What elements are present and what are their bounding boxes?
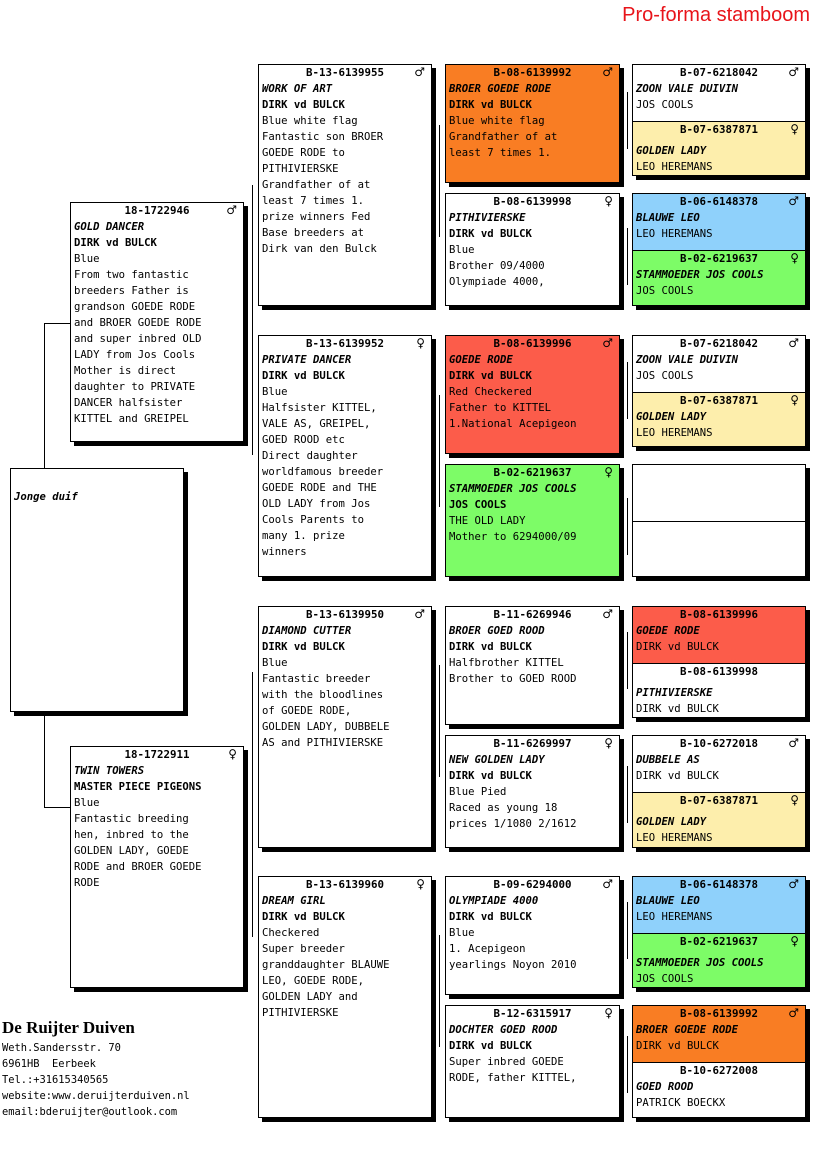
ancestor-sire xyxy=(633,65,805,121)
ancestor-pair-card xyxy=(632,876,806,988)
owner-name: LEO HEREMANS xyxy=(636,228,713,240)
ring-number: B-13-6139955 ♂ xyxy=(305,65,425,79)
info-line: GOEDE RODE and THE xyxy=(262,482,377,494)
connector-line xyxy=(627,362,628,419)
info-line: Grandfather of at xyxy=(449,131,558,143)
connector-line xyxy=(439,665,440,777)
info-line: Blue xyxy=(74,797,100,809)
male-icon: ♂ xyxy=(226,203,237,217)
ancestor-pair-card xyxy=(632,335,806,447)
breeder-website: website:www.deruijterduiven.nl xyxy=(2,1090,190,1102)
owner-name: DIRK vd BULCK xyxy=(262,641,345,653)
breeder-info xyxy=(2,1016,190,1120)
ring-number: B-07-6218042 ♂ xyxy=(679,65,799,79)
great-grandparent-card xyxy=(445,335,620,454)
great-grandparent-card xyxy=(445,64,620,183)
owner-name: LEO HEREMANS xyxy=(636,911,713,923)
page-title: Pro-forma stamboom xyxy=(622,4,810,26)
connector-line xyxy=(627,902,628,959)
male-icon: ♂ xyxy=(602,336,613,350)
ring-number: B-11-6269946 ♂ xyxy=(493,607,613,621)
ring-number: B-08-6139998 ♀ xyxy=(493,194,613,208)
female-icon: ♀ xyxy=(604,194,613,208)
info-line: Halfsister KITTEL, xyxy=(262,402,377,414)
connector-line xyxy=(44,807,71,808)
info-line: Olympiade 4000, xyxy=(449,276,545,288)
ring-number: B-06-6148378 ♂ xyxy=(679,194,799,208)
pigeon-name: STAMMOEDER JOS COOLS xyxy=(449,483,577,495)
pigeon-name: STAMMOEDER JOS COOLS xyxy=(636,957,764,969)
owner-name: DIRK vd BULCK xyxy=(449,911,532,923)
owner-name: DIRK vd BULCK xyxy=(636,1040,719,1052)
great-grandparent-card xyxy=(445,735,620,848)
ring-number: B-08-6139996 ♂ xyxy=(493,336,613,350)
connector-line xyxy=(627,766,628,823)
male-icon: ♂ xyxy=(788,736,799,750)
ring-number: B-10-6272018 ♂ xyxy=(679,736,799,750)
info-line: daughter to PRIVATE xyxy=(74,381,196,393)
info-line: VALE AS, GREIPEL, xyxy=(262,418,371,430)
ancestor-pair-card xyxy=(632,193,806,306)
info-line: GOEDE RODE to xyxy=(262,147,345,159)
ancestor-dam xyxy=(633,250,805,306)
male-icon: ♂ xyxy=(602,607,613,621)
info-line: THE OLD LADY xyxy=(449,515,526,527)
connector-line xyxy=(439,395,440,507)
ring-number: B-02-6219637 ♀ xyxy=(679,251,799,265)
info-line: Blue xyxy=(262,386,288,398)
owner-name: DIRK vd BULCK xyxy=(636,641,719,653)
female-icon: ♀ xyxy=(416,336,425,350)
info-line: RODE, father KITTEL, xyxy=(449,1072,577,1084)
great-grandparent-card xyxy=(445,1005,620,1118)
info-line: AS and PITHIVIERSKE xyxy=(262,737,384,749)
info-line: yearlings Noyon 2010 xyxy=(449,959,577,971)
info-line: KITTEL and GREIPEL xyxy=(74,413,189,425)
owner-name: DIRK vd BULCK xyxy=(449,770,532,782)
subject-label: Jonge duif xyxy=(14,491,78,503)
ring-number: 18-1722911 ♀ xyxy=(124,747,237,761)
female-icon: ♀ xyxy=(228,747,237,761)
info-line: DANCER halfsister xyxy=(74,397,183,409)
ancestor-sire xyxy=(633,607,805,663)
info-line: LEO, GOEDE RODE, xyxy=(262,975,365,987)
ring-number: B-07-6218042 ♂ xyxy=(679,336,799,350)
grandparent-card xyxy=(258,876,432,1118)
owner-name: JOS COOLS xyxy=(636,973,694,985)
info-line: many 1. prize xyxy=(262,530,345,542)
pigeon-name: GOLDEN LADY xyxy=(636,145,707,157)
info-line: Super inbred GOEDE xyxy=(449,1056,564,1068)
ring-number: B-07-6387871 ♀ xyxy=(679,393,799,407)
owner-name: LEO HEREMANS xyxy=(636,427,713,439)
ancestor-sire xyxy=(633,877,805,933)
info-line: Direct daughter xyxy=(262,450,358,462)
info-line: winners xyxy=(262,546,307,558)
pigeon-name: BROER GOED ROOD xyxy=(449,625,545,637)
pigeon-name: DIAMOND CUTTER xyxy=(262,625,352,637)
pigeon-name: ZOON VALE DUIVIN xyxy=(636,354,739,366)
info-line: Mother to 6294000/09 xyxy=(449,531,577,543)
ancestor-dam xyxy=(633,521,805,577)
ancestor-pair-card xyxy=(632,735,806,848)
pigeon-name: DOCHTER GOED ROOD xyxy=(449,1024,558,1036)
info-line: RODE xyxy=(74,877,100,889)
ring-number: B-02-6219637 ♀ xyxy=(493,465,613,479)
ancestor-pair-card xyxy=(632,606,806,718)
grandparent-card xyxy=(258,335,432,577)
info-line: From two fantastic xyxy=(74,269,189,281)
info-line: Blue xyxy=(262,657,288,669)
breeder-name: De Ruijter Duiven xyxy=(2,1018,135,1037)
connector-line xyxy=(252,185,253,325)
ancestor-dam xyxy=(633,121,805,176)
owner-name: JOS COOLS xyxy=(636,370,694,382)
pigeon-name: NEW GOLDEN LADY xyxy=(449,754,545,766)
info-line: Super breeder xyxy=(262,943,345,955)
info-line: PITHIVIERSKE xyxy=(262,1007,339,1019)
info-line: Father to KITTEL xyxy=(449,402,552,414)
ring-number: B-13-6139960 ♀ xyxy=(305,877,425,891)
info-line: prices 1/1080 2/1612 xyxy=(449,818,577,830)
connector-line xyxy=(44,323,45,468)
ancestor-sire xyxy=(633,465,805,521)
ring-number: B-11-6269997 ♀ xyxy=(493,736,613,750)
owner-name: DIRK vd BULCK xyxy=(262,370,345,382)
male-icon: ♂ xyxy=(602,65,613,79)
info-line: of GOEDE RODE, xyxy=(262,705,352,717)
owner-name: JOS COOLS xyxy=(449,499,507,511)
connector-line xyxy=(252,325,253,455)
owner-name: DIRK vd BULCK xyxy=(636,703,719,715)
info-line: Blue white flag xyxy=(449,115,545,127)
grandparent-card xyxy=(258,64,432,306)
connector-line xyxy=(252,672,253,807)
ancestor-sire xyxy=(633,194,805,250)
male-icon: ♂ xyxy=(414,65,425,79)
info-line: Fantastic breeder xyxy=(262,673,371,685)
pigeon-name: BROER GOEDE RODE xyxy=(449,83,552,95)
info-line: Mother is direct xyxy=(74,365,177,377)
connector-line xyxy=(44,323,71,324)
info-line: Blue xyxy=(74,253,100,265)
connector-line xyxy=(627,228,628,285)
owner-name: DIRK vd BULCK xyxy=(449,228,532,240)
ring-number xyxy=(636,465,802,481)
pigeon-name: GOLDEN LADY xyxy=(636,816,707,828)
pigeon-name: DUBBELE AS xyxy=(636,754,700,766)
info-line: Fantastic son BROER xyxy=(262,131,384,143)
ancestor-pair-card xyxy=(632,1005,806,1118)
connector-line xyxy=(44,712,45,807)
info-line: Blue xyxy=(449,927,475,939)
ancestor-dam xyxy=(633,663,805,718)
pigeon-name: PITHIVIERSKE xyxy=(636,687,713,699)
info-line: Fantastic breeding xyxy=(74,813,189,825)
connector-line xyxy=(627,92,628,149)
owner-name: DIRK vd BULCK xyxy=(449,370,532,382)
breeder-phone: Tel.:+31615340565 xyxy=(2,1074,109,1086)
owner-name: MASTER PIECE PIGEONS xyxy=(74,781,202,793)
male-icon: ♂ xyxy=(788,1006,799,1020)
info-line: Blue Pied xyxy=(449,786,507,798)
ancestor-dam xyxy=(633,792,805,848)
owner-name: LEO HEREMANS xyxy=(636,832,713,844)
info-line: GOLDEN LADY and xyxy=(262,991,358,1003)
info-line: least 7 times 1. xyxy=(449,147,552,159)
female-icon: ♀ xyxy=(790,934,799,948)
owner-name: DIRK vd BULCK xyxy=(449,1040,532,1052)
owner-name: PATRICK BOECKX xyxy=(636,1097,726,1109)
pigeon-name: BROER GOEDE RODE xyxy=(636,1024,739,1036)
info-line: GOLDEN LADY, GOEDE xyxy=(74,845,189,857)
info-line: Halfbrother KITTEL xyxy=(449,657,564,669)
info-line: RODE and BROER GOEDE xyxy=(74,861,202,873)
info-line: 1.National Acepigeon xyxy=(449,418,577,430)
ring-number: B-13-6139950 ♂ xyxy=(305,607,425,621)
info-line: OLD LADY from Jos xyxy=(262,498,371,510)
pigeon-name: BLAUWE LEO xyxy=(636,895,700,907)
pigeon-name: WORK OF ART xyxy=(262,83,333,95)
pigeon-name: GOLDEN LADY xyxy=(636,411,707,423)
great-grandparent-card xyxy=(445,606,620,725)
info-line: and super inbred OLD xyxy=(74,333,202,345)
info-line: worldfamous breeder xyxy=(262,466,384,478)
ring-number: B-02-6219637 ♀ xyxy=(679,934,799,948)
info-line: prize winners Fed xyxy=(262,211,371,223)
connector-line xyxy=(627,1036,628,1093)
ring-number: B-08-6139992 ♂ xyxy=(493,65,613,79)
info-line: breeders Father is xyxy=(74,285,189,297)
ring-number: B-08-6139996 xyxy=(679,608,758,621)
male-icon: ♂ xyxy=(788,336,799,350)
breeder-address: Weth.Sandersstr. 70 xyxy=(2,1042,121,1054)
info-line: Brother 09/4000 xyxy=(449,260,545,272)
female-icon: ♀ xyxy=(604,465,613,479)
info-line: Grandfather of at xyxy=(262,179,371,191)
grandparent-card xyxy=(258,606,432,848)
ancestor-pair-card xyxy=(632,464,806,577)
male-icon: ♂ xyxy=(788,194,799,208)
info-line: Cools Parents to xyxy=(262,514,365,526)
great-grandparent-card xyxy=(445,876,620,995)
info-line: LADY from Jos Cools xyxy=(74,349,196,361)
info-line: grandson GOEDE RODE xyxy=(74,301,196,313)
female-icon: ♀ xyxy=(790,122,799,136)
male-icon: ♂ xyxy=(602,877,613,891)
connector-line xyxy=(439,125,440,237)
info-line: GOED ROOD etc xyxy=(262,434,345,446)
owner-name: DIRK vd BULCK xyxy=(449,641,532,653)
connector-line xyxy=(439,935,440,1047)
owner-name: DIRK vd BULCK xyxy=(262,99,345,111)
female-icon: ♀ xyxy=(416,877,425,891)
connector-line xyxy=(252,807,253,937)
info-line: Raced as young 18 xyxy=(449,802,558,814)
info-line: GOLDEN LADY, DUBBELE xyxy=(262,721,390,733)
ancestor-dam xyxy=(633,1062,805,1118)
pigeon-name: PITHIVIERSKE xyxy=(449,212,526,224)
info-line: and BROER GOEDE RODE xyxy=(74,317,202,329)
info-line: hen, inbred to the xyxy=(74,829,189,841)
info-line: Checkered xyxy=(262,927,320,939)
ancestor-sire xyxy=(633,1006,805,1062)
connector-line xyxy=(627,498,628,555)
owner-name: JOS COOLS xyxy=(636,99,694,111)
info-line: granddaughter BLAUWE xyxy=(262,959,390,971)
info-line: least 7 times 1. xyxy=(262,195,365,207)
subject-card xyxy=(10,468,184,712)
pigeon-name: PRIVATE DANCER xyxy=(262,354,352,366)
ring-number: B-12-6315917 ♀ xyxy=(493,1006,613,1020)
female-icon: ♀ xyxy=(790,251,799,265)
pigeon-name: TWIN TOWERS xyxy=(74,765,145,777)
connector-line xyxy=(627,632,628,689)
ancestor-sire xyxy=(633,336,805,392)
info-line: with the bloodlines xyxy=(262,689,384,701)
info-line: Brother to GOED ROOD xyxy=(449,673,577,685)
ancestor-sire xyxy=(633,736,805,792)
ring-number xyxy=(636,522,802,538)
ring-number: B-07-6387871 ♀ xyxy=(679,793,799,807)
male-icon: ♂ xyxy=(414,607,425,621)
owner-name: DIRK vd BULCK xyxy=(449,99,532,111)
info-line: Base breeders at xyxy=(262,227,365,239)
breeder-city: 6961HB Eerbeek xyxy=(2,1058,96,1070)
pigeon-name: GOLD DANCER xyxy=(74,221,145,233)
female-icon: ♀ xyxy=(790,793,799,807)
pigeon-name: DREAM GIRL xyxy=(262,895,326,907)
ring-number: 18-1722946 ♂ xyxy=(124,203,237,217)
ancestor-dam xyxy=(633,933,805,988)
ring-number: B-09-6294000 ♂ xyxy=(493,877,613,891)
pigeon-name: STAMMOEDER JOS COOLS xyxy=(636,269,764,281)
pigeon-name: ZOON VALE DUIVIN xyxy=(636,83,739,95)
info-line: Blue white flag xyxy=(262,115,358,127)
female-icon: ♀ xyxy=(790,393,799,407)
owner-name: DIRK vd BULCK xyxy=(262,911,345,923)
pigeon-name: GOED ROOD xyxy=(636,1081,694,1093)
female-icon: ♀ xyxy=(604,736,613,750)
pigeon-name: BLAUWE LEO xyxy=(636,212,700,224)
owner-name: JOS COOLS xyxy=(636,285,694,297)
ring-number: B-08-6139998 xyxy=(679,665,758,678)
female-icon: ♀ xyxy=(604,1006,613,1020)
ring-number: B-06-6148378 ♂ xyxy=(679,877,799,891)
info-line: 1. Acepigeon xyxy=(449,943,526,955)
ring-number: B-13-6139952 ♀ xyxy=(305,336,425,350)
breeder-email: email:bderuijter@outlook.com xyxy=(2,1106,178,1118)
info-line: Red Checkered xyxy=(449,386,532,398)
ancestor-dam xyxy=(633,392,805,447)
owner-name: DIRK vd BULCK xyxy=(636,770,719,782)
owner-name: LEO HEREMANS xyxy=(636,161,713,173)
info-line: Dirk van den Bulck xyxy=(262,243,377,255)
info-line: Blue xyxy=(449,244,475,256)
ring-number: B-07-6387871 ♀ xyxy=(679,122,799,136)
great-grandparent-card xyxy=(445,193,620,306)
pigeon-name: GOEDE RODE xyxy=(636,625,700,637)
parent-card-sire xyxy=(70,202,244,442)
pigeon-name: OLYMPIADE 4000 xyxy=(449,895,539,907)
ring-number: B-08-6139992 ♂ xyxy=(679,1006,799,1020)
great-grandparent-card xyxy=(445,464,620,577)
ancestor-pair-card xyxy=(632,64,806,176)
pigeon-name: GOEDE RODE xyxy=(449,354,513,366)
owner-name: DIRK vd BULCK xyxy=(74,237,157,249)
parent-card-dam xyxy=(70,746,244,988)
info-line: PITHIVIERSKE xyxy=(262,163,339,175)
ring-number: B-10-6272008 xyxy=(679,1064,758,1077)
male-icon: ♂ xyxy=(788,65,799,79)
male-icon: ♂ xyxy=(788,877,799,891)
